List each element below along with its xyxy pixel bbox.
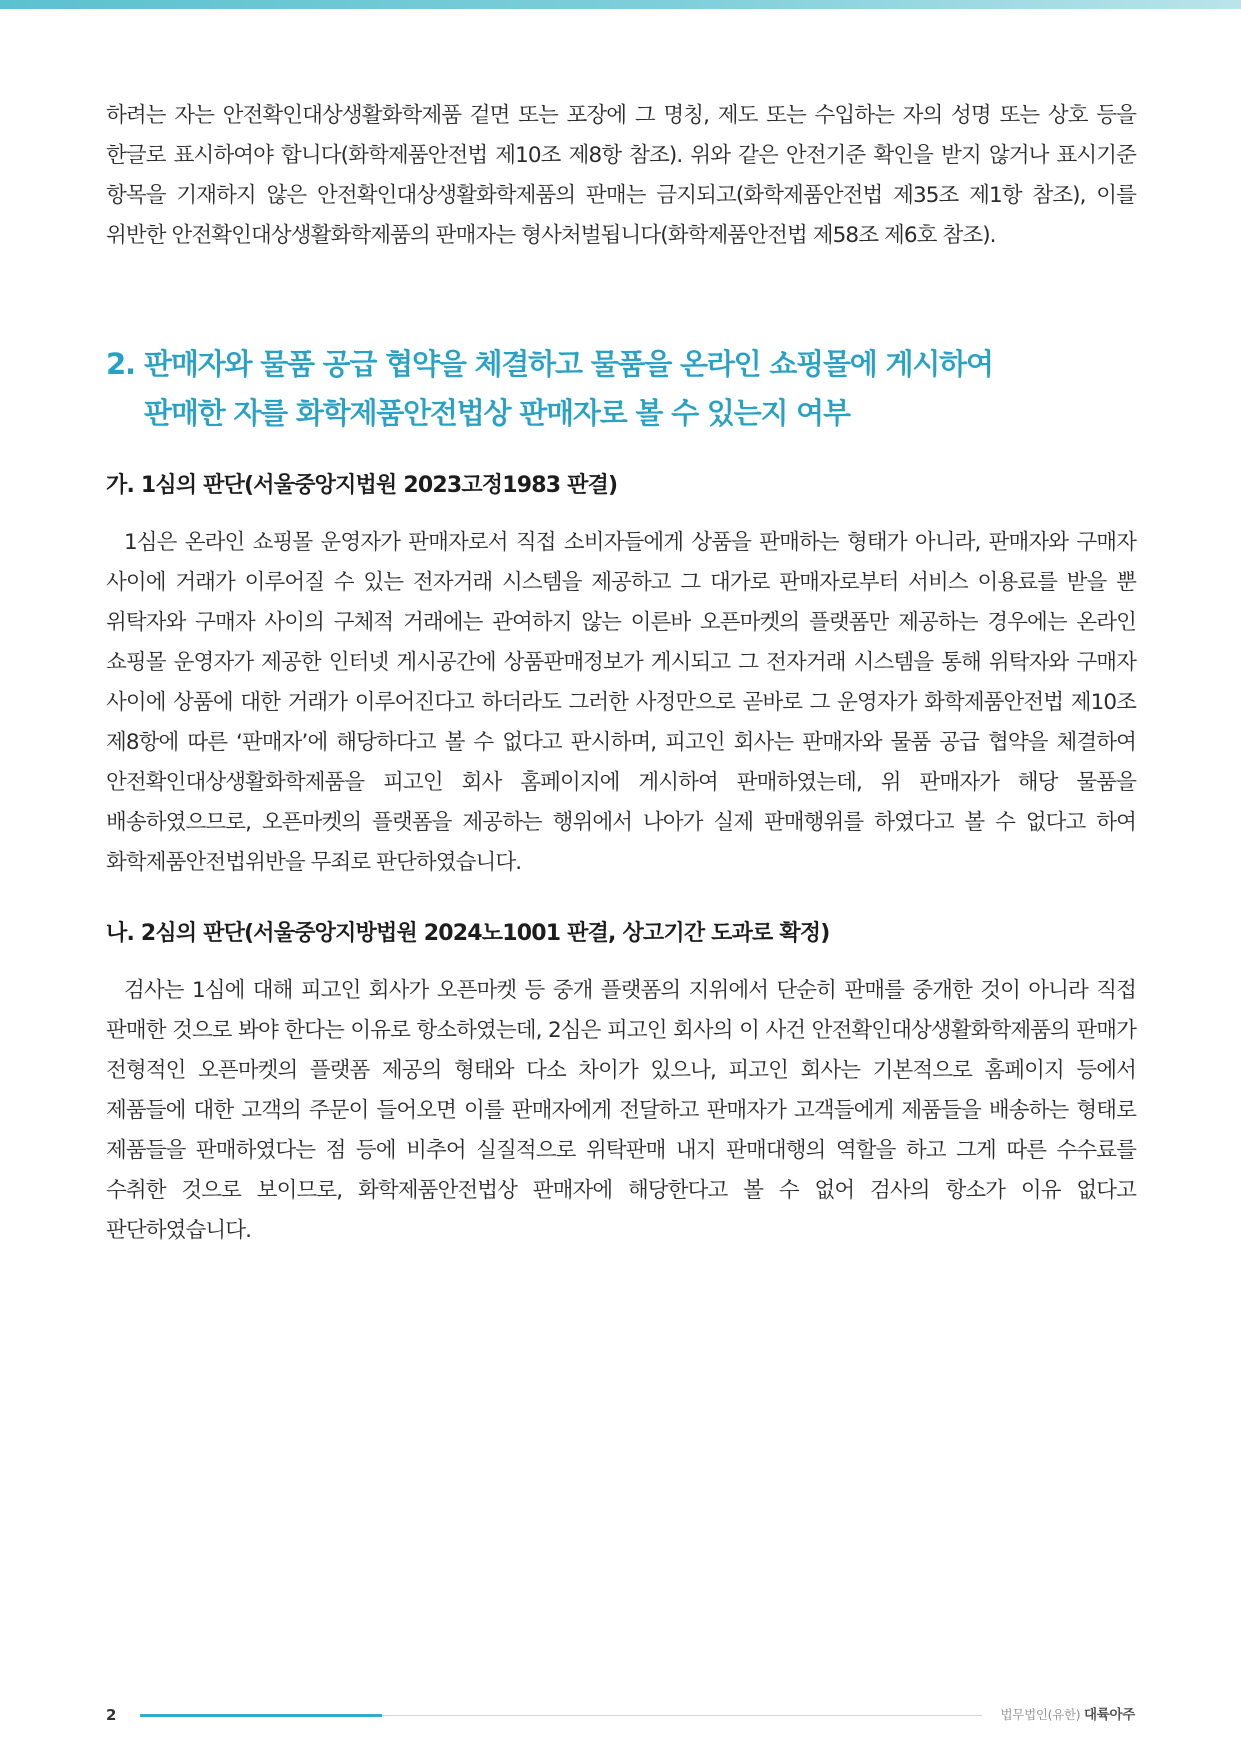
section-number: 2. [106, 347, 135, 381]
firm-prefix: 법무법인(유한) [1000, 1707, 1081, 1722]
page-content [106, 96, 1136, 1251]
section-title-line1: 판매자와 물품 공급 협약을 체결하고 물품을 온라인 쇼핑몰에 게시하여 [144, 347, 993, 381]
subsection-b-paragraph: 검사는 1심에 대해 피고인 회사가 오픈마켓 등 중개 플랫폼의 지위에서 단순히 판매를 중개한 것이 아니라 직접 판매한 것으로 봐야 한다는 이유로 항소하였는데, 2심은 피고인 회사의 이 사건 안전확인대상생활화학제품의 판매가 전형적인 오픈마켓의 플랫폼 제공의 형태와 다소 차이가 있으나, 피고인 회사는 기본적으로 홈페이지 등에서 제품들에 대한 고객의 주문이 들어오면 이를 판매자에게 전달하고 판매자가 고객들에게 제품들을 배송하는 형태로 제품들을 판매하였다는 점 등에 비추어 실질적으로 위탁판매 내지 판매대행의 역할을 하고 그게 따른 수수료를 수취한 것으로 보이므로, 화학제품안전법상 판매자에 해당한다고 볼 수 없어 검사의 항소가 이유 없다고 판단하였습니다. [106, 978, 1136, 1243]
subsection-a-title: 가. 1심의 판단(서울중앙지법원 2023고정1983 판결) [106, 473, 618, 498]
firm-name: 대륙아주 [1084, 1707, 1135, 1723]
intro-paragraph: 하려는 자는 안전확인대상생활화학제품 겉면 또는 포장에 그 명칭, 제도 또는 수입하는 자의 성명 또는 상호 등을 한글로 표시하여야 합니다(화학제품안전법 제10조 제8항 참조). 위와 같은 안전기준 확인을 받지 않거나 표시기준 항목을 기재하지 않은 안전확인대상생활화학제품의 판매는 금지되고(화학제품안전법 제35조 제1항 참조), 이를 위반한 안전확인대상생활화학제품의 판매자는 형사처벌됩니다(화학제품안전법 제58조 제6호 참조). [106, 103, 1136, 248]
top-accent-bar [0, 0, 1241, 9]
subsection-a-paragraph: 1심은 온라인 쇼핑몰 운영자가 판매자로서 직접 소비자들에게 상품을 판매하는 형태가 아니라, 판매자와 구매자 사이에 거래가 이루어질 수 있는 전자거래 시스템을 제공하고 그 대가로 판매자로부터 서비스 이용료를 받을 뿐 위탁자와 구매자 사이의 구체적 거래에는 관여하지 않는 이른바 오픈마켓의 플랫폼만 제공하는 경우에는 온라인 쇼핑몰 운영자가 제공한 인터넷 게시공간에 상품판매정보가 게시되고 그 전자거래 시스템을 통해 위탁자와 구매자 사이에 상품에 대한 거래가 이루어진다고 하더라도 그러한 사정만으로 곧바로 그 운영자가 화학제품안전법 제10조 제8항에 따른 ‘판매자’에 해당하다고 볼 수 없다고 판시하며, 피고인 회사는 판매자와 물품 공급 협약을 체결하여 안전확인대상생활화학제품을 피고인 회사 홈페이지에 게시하여 판매하였는데, 위 판매자가 해당 물품을 배송하였으므로, 오픈마켓의 플랫폼을 제공하는 행위에서 나아가 실제 판매행위를 하였다고 볼 수 없다고 하여 화학제품안전법위반을 무죄로 판단하였습니다. [106, 530, 1136, 875]
footer-divider-accent [140, 1714, 382, 1717]
firm-brand [1001, 1700, 1135, 1730]
section-title [106, 340, 1136, 438]
subsection-b-title: 나. 2심의 판단(서울중앙지방법원 2024노1001 판결, 상고기간 도과로 확정) [106, 921, 830, 946]
section-title-line2: 판매한 자를 화학제품안전법상 판매자로 볼 수 있는지 여부 [144, 396, 850, 430]
page-footer [0, 1700, 1241, 1730]
page-number: 2 [106, 1706, 117, 1724]
